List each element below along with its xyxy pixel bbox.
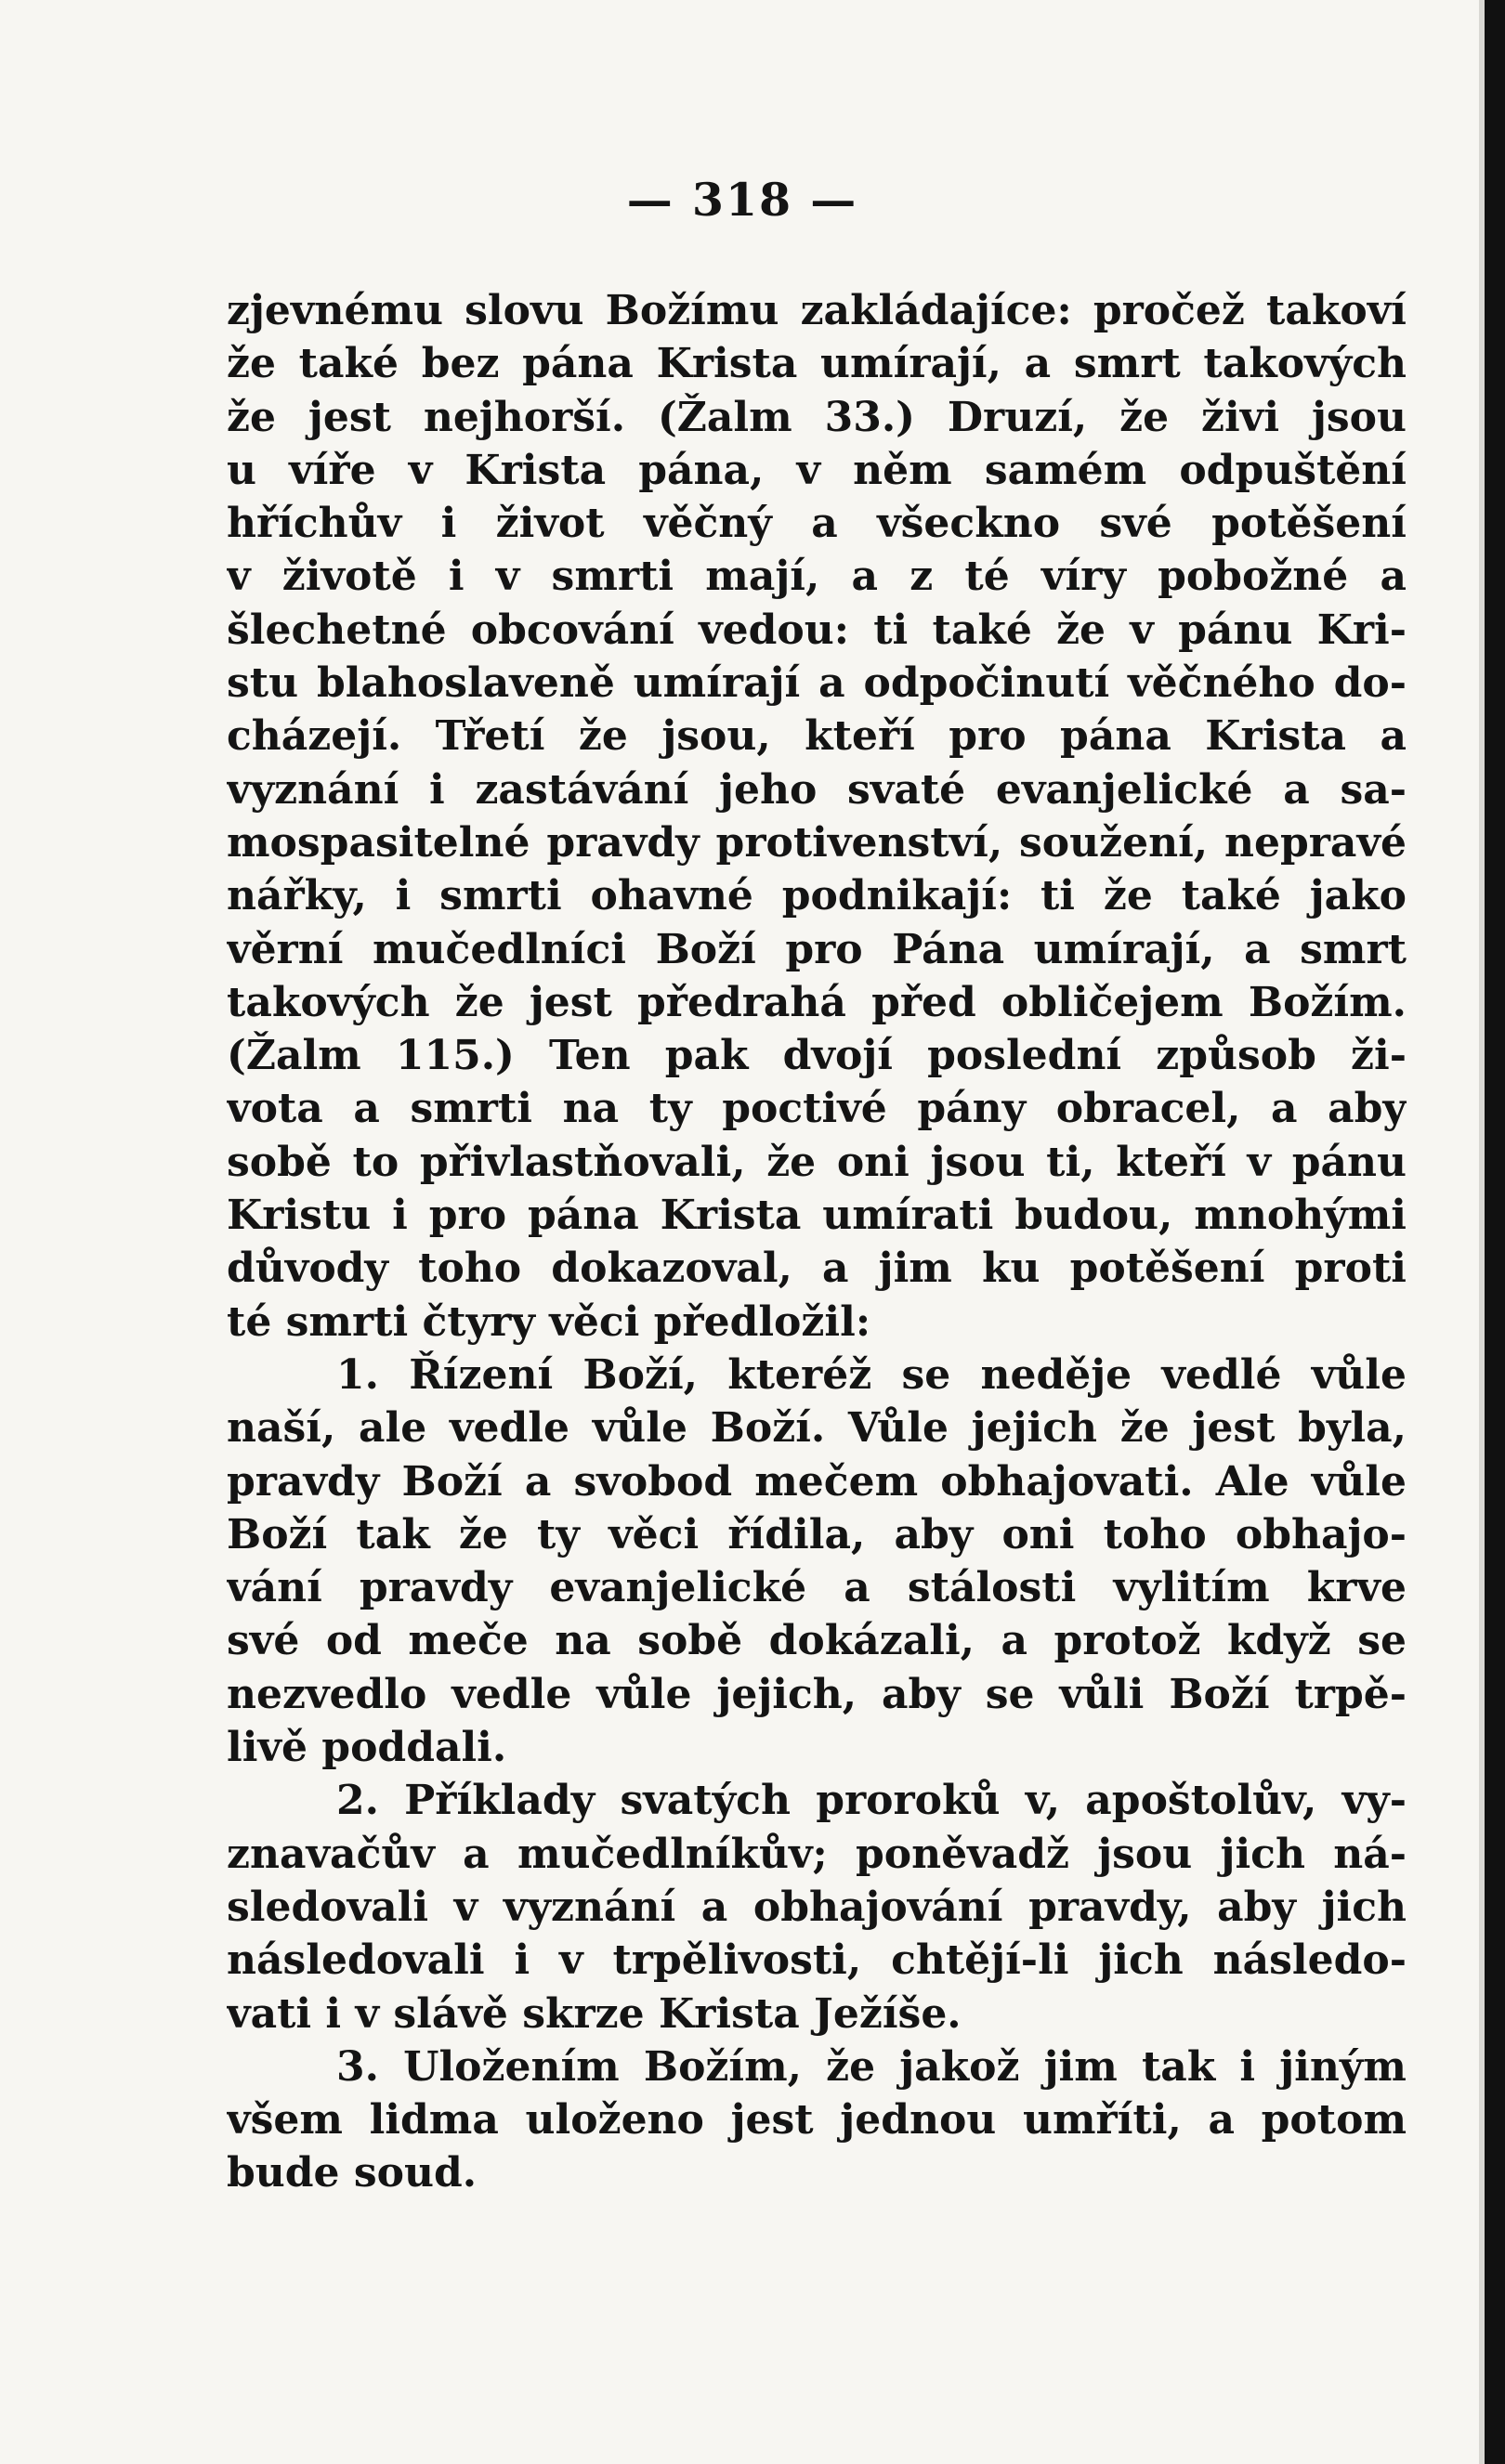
- text-line: zjevnému slovu Božímu zakládajíce: pročež takoví: [227, 287, 1407, 334]
- text-line: Kristu i pro pána Krista umírati budou, mnohými: [227, 1192, 1407, 1240]
- text-line: vati i v slávě skrze Krista Ježíše.: [227, 1989, 962, 2038]
- text-line: důvody toho dokazoval, a jim ku potěšení proti: [227, 1245, 1407, 1293]
- text-line: následovali i v trpělivosti, chtějí-li jich následo-: [227, 1936, 1407, 1985]
- text-line: vyznání i zastávání jeho svaté evanjelické a sa-: [227, 765, 1407, 814]
- text-line: v životě i v smrti mají, a z té víry pobožné a: [227, 553, 1407, 601]
- text-line: vota a smrti na ty poctivé pány obracel, a aby: [227, 1085, 1407, 1133]
- text-line: věrní mučedlníci Boží pro Pána umírají, a smrt: [227, 925, 1407, 973]
- text-line: 3. Uložením Božím, že jakož jim tak i jiným: [336, 2042, 1407, 2091]
- text-line: všem lidma uloženo jest jednou umříti, a potom: [227, 2096, 1407, 2145]
- text-line: stu blahoslaveně umírají a odpočinutí věčného do-: [227, 659, 1407, 708]
- text-line: cházejí. Třetí že jsou, kteří pro pána Krista a: [227, 712, 1407, 761]
- text-line: bude soud.: [227, 2149, 478, 2197]
- text-line: nářky, i smrti ohavné podnikají: ti že také jako: [227, 872, 1407, 920]
- text-line: sobě to přivlastňovali, že oni jsou ti, kteří v pánu: [227, 1138, 1407, 1186]
- text-line: takových že jest předrahá před obličejem Božím.: [227, 978, 1407, 1026]
- text-line: mospasitelné pravdy protivenství, soužení, nepravé: [227, 818, 1407, 867]
- body-text: [227, 284, 1407, 2200]
- text-line: že také bez pána Krista umírají, a smrt takových: [227, 340, 1407, 388]
- text-line: livě poddali.: [227, 1724, 507, 1772]
- text-line: šlechetné obcování vedou: ti také že v pánu Kri-: [227, 606, 1407, 654]
- text-line: 1. Řízení Boží, kteréž se neděje vedlé vůle: [336, 1350, 1407, 1399]
- text-line: sledovali v vyznání a obhajování pravdy, aby jich: [227, 1883, 1407, 1931]
- text-line: vání pravdy evanjelické a stálosti vylitím krve: [227, 1564, 1407, 1612]
- text-line: (Žalm 115.) Ten pak dvojí poslední způsob ži-: [227, 1032, 1407, 1080]
- text-line: Boží tak že ty věci řídila, aby oni toho obhajo-: [227, 1510, 1407, 1558]
- text-line: znavačův a mučedlníkův; poněvadž jsou jich ná-: [227, 1830, 1407, 1878]
- text-line: nezvedlo vedle vůle jejich, aby se vůli Boží trpě-: [227, 1670, 1407, 1718]
- text-line: té smrti čtyry věci předložil:: [227, 1297, 871, 1346]
- text-line: své od meče na sobě dokázali, a protož když se: [227, 1617, 1407, 1665]
- text-line: u víře v Krista pána, v něm samém odpuštění: [227, 446, 1407, 494]
- page-number: — 318 —: [626, 173, 858, 227]
- text-line: naší, ale vedle vůle Boží. Vůle jejich že jest byla,: [227, 1404, 1407, 1453]
- text-line: pravdy Boží a svobod mečem obhajovati. Ale vůle: [227, 1457, 1407, 1506]
- text-line: 2. Příklady svatých proroků v, apoštolův, vy-: [336, 1777, 1407, 1825]
- text-line: že jest nejhorší. (Žalm 33.) Druzí, že živi jsou: [227, 393, 1407, 441]
- scan-border: [1485, 0, 1505, 2464]
- text-line: hříchův i život věčný a všeckno své potěšení: [227, 500, 1407, 548]
